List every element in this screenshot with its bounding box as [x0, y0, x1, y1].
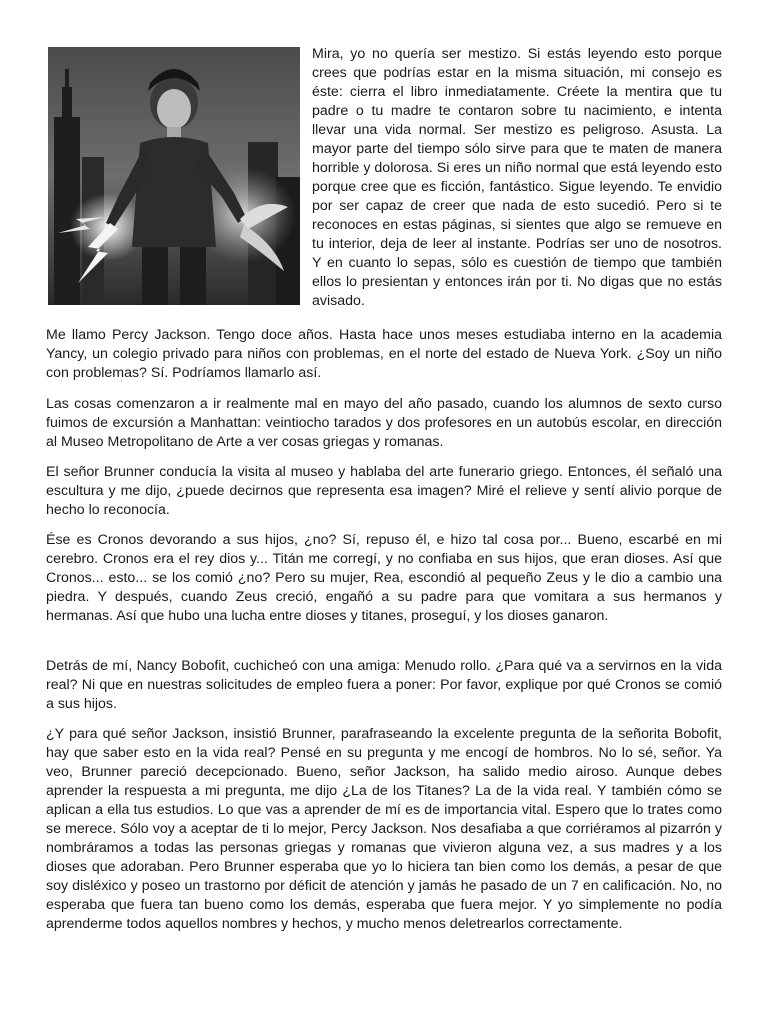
book-cover-illustration-icon: [48, 47, 300, 305]
intro-paragraph: Mira, yo no quería ser mestizo. Si estás leyendo esto porque crees que podrías estar en la misma situación, mi consejo es éste: cierra el libro inmediatamente. Créete la mentira que tu padre o tu madre te contaron sobre tu nacimiento, e intenta llevar una vida normal. Ser mestizo es peligroso. Asusta. La mayor parte del tiempo sólo sirve para que te maten de manera horrible y dolorosa. Si eres un niño normal que está leyendo esto porque cree que es ficción, fantástico. Sigue leyendo. Te envidio por ser capaz de creer que nada de esto sucedió. Pero si te reconoces en estas páginas, si sientes que algo se remueve en tu interior, deja de leer al instante. Podrías ser uno de nosotros. Y en cuanto lo sepas, sólo es cuestión de tiempo que también ellos lo presientan y entonces irán por ti. No digas que no estás avisado.: [312, 46, 722, 309]
body-paragraph: Detrás de mí, Nancy Bobofit, cuchicheó con una amiga: Menudo rollo. ¿Para qué va a servirnos en la vida real? Ni que en nuestras solicitudes de empleo fuera a poner: Por favor, explique por qué Cronos se comió a sus hijos.: [46, 658, 722, 712]
body-paragraph: Me llamo Percy Jackson. Tengo doce años. Hasta hace unos meses estudiaba interno en la academia Yancy, un colegio privado para niños con problemas, en el norte del estado de Nueva York. ¿Soy un niño con problemas? Sí. Podríamos llamarlo así.: [46, 327, 722, 381]
body-paragraph: El señor Brunner conducía la visita al museo y hablaba del arte funerario griego. Entonces, él señaló una escultura y me dijo, ¿puede decirnos que representa esa imagen? Miré el relieve y sentí alivio porque de hecho lo reconocía.: [46, 464, 722, 518]
body-paragraph: ¿Y para qué señor Jackson, insistió Brunner, parafraseando la excelente pregunta de la señorita Bobofit, hay que saber esto en la vida real? Pensé en su pregunta y me encogí de hombros. No lo sé, señor. Ya veo, Brunner pareció decepcionado. Bueno, señor Jackson, ha salido medio airoso. Aunque debes aprender la respuesta a mi pregunta, me dijo ¿La de los Titanes? La de la vida real. Y también cómo se aplican a ella tus estudios. Lo que vas a aprender de mí es de importancia vital. Espero que lo trates como se merece. Sólo voy a aceptar de ti lo mejor, Percy Jackson. Nos desafiaba a que corriéramos al pizarrón y nombráramos a todas las personas griegas y romanas que vivieron alguna vez, a sus madres y a los dioses que adoraban. Pero Brunner esperaba que yo lo hiciera tan bien como los demás, a pesar de que soy disléxico y poseo un trastorno por déficit de atención y jamás he pasado de un 7 en calificación. No, no esperaba que fuera tan bueno como los demás, esperaba que fuera mejor. Y yo simplemente no podía aprenderme todos aquellos nombres y hechos, y mucho menos deletrearlos correctamente.: [46, 726, 722, 932]
body-paragraph: Ése es Cronos devorando a sus hijos, ¿no? Sí, repuso él, e hizo tal cosa por... Bueno, escarbé en mi cerebro. Cronos era el rey dios y... Titán me corregí, y no confiaba en sus hijos, que eran dioses. Así que Cronos... esto... se los comió ¿no? Pero su mujer, Rea, escondió al pequeño Zeus y le dio a cambio una piedra. Y después, cuando Zeus creció, engañó a su padre para que vomitara a sus hermanos y hermanas. Así que hubo una lucha entre dioses y titanes, proseguí, y los dioses ganaron.: [46, 532, 722, 624]
body-paragraph: Las cosas comenzaron a ir realmente mal en mayo del año pasado, cuando los alumnos de sexto curso fuimos de excursión a Manhattan: veintiocho tarados y dos profesores en un autobús escolar, en dirección al Museo Metropolitano de Arte a ver cosas griegas y romanas.: [46, 396, 722, 450]
book-cover-illustration-image: [48, 47, 300, 305]
